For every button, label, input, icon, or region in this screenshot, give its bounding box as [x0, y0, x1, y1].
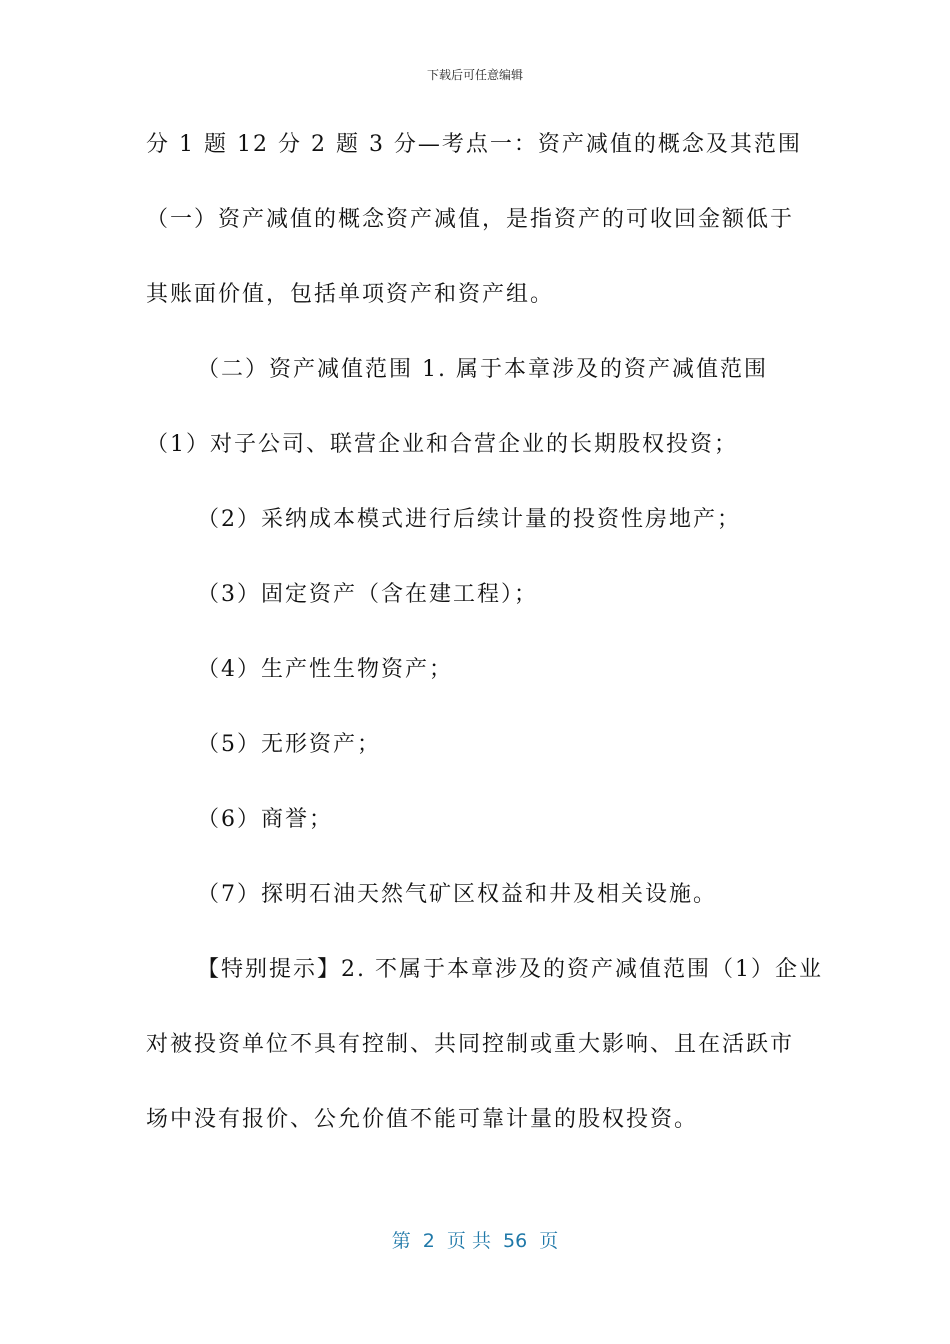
paragraph-line: 其账面价值，包括单项资产和资产组。 [146, 282, 555, 307]
paragraph-line: （5）无形资产； [197, 732, 381, 757]
page-header: 下载后可任意编辑 [426, 68, 523, 82]
paragraph-line: 对被投资单位不具有控制、共同控制或重大影响、且在活跃市 [146, 1032, 795, 1057]
paragraph-line: （1）对子公司、联营企业和合营企业的长期股权投资； [146, 432, 738, 457]
paragraph-line: （二）资产减值范围 1. 属于本章涉及的资产减值范围 [197, 357, 768, 382]
paragraph-line: （7）探明石油天然气矿区权益和井及相关设施。 [197, 882, 717, 907]
paragraph-line: 场中没有报价、公允价值不能可靠计量的股权投资。 [146, 1107, 699, 1132]
paragraph-line: （6）商誉； [197, 807, 333, 832]
paragraph-line: 【特别提示】2. 不属于本章涉及的资产减值范围（1）企业 [197, 957, 823, 982]
paragraph-line: 分 1 题 12 分 2 题 3 分—考点一：资产减值的概念及其范围 [146, 132, 802, 157]
paragraph-line: （4）生产性生物资产； [197, 657, 453, 682]
paragraph-line: （一）资产减值的概念资产减值，是指资产的可收回金额低于 [146, 207, 795, 232]
paragraph-line: （3）固定资产（含在建工程）； [197, 582, 538, 607]
paragraph-line: （2）采纳成本模式进行后续计量的投资性房地产； [197, 507, 741, 532]
page-footer: 第 2 页 共 56 页 [391, 1230, 559, 1252]
